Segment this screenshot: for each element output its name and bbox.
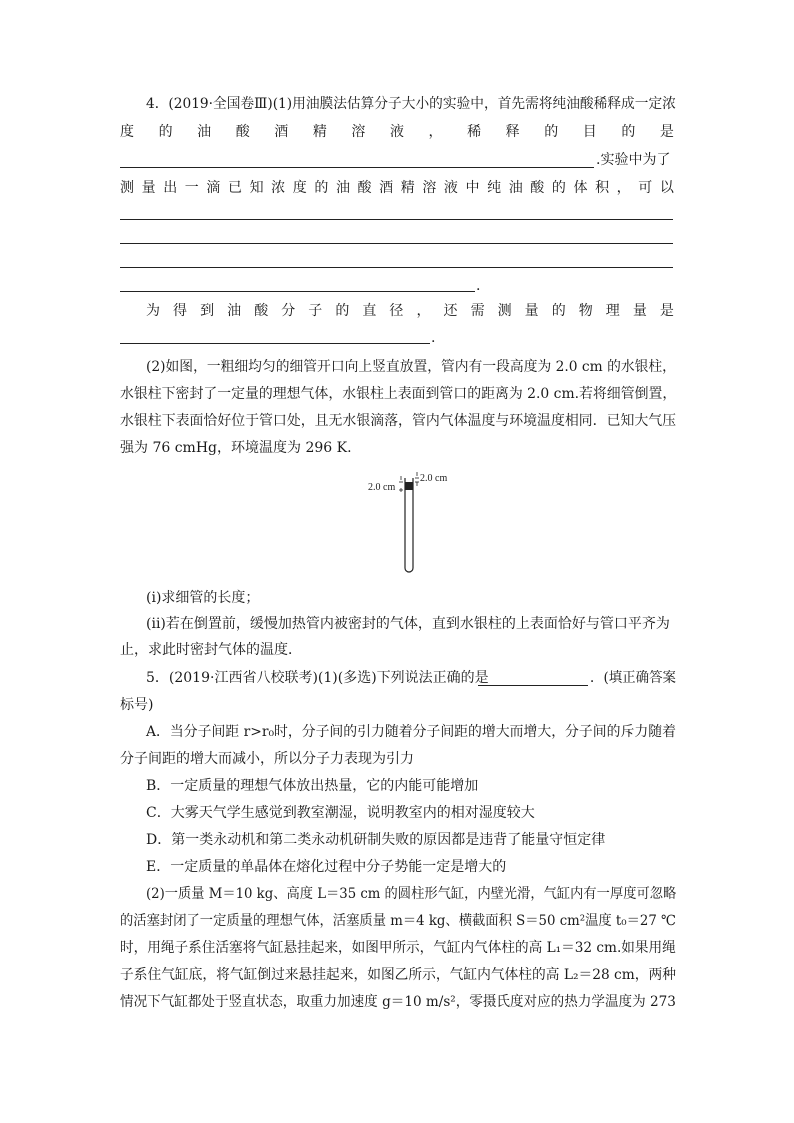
justified-char: 量 [524, 303, 539, 319]
q4-part2-line2: 水银柱下密封了一定量的理想气体，水银柱上表面到管口的距离为 2.0 cm.若将细管倒置， [120, 386, 677, 402]
justified-char: 已 [227, 180, 242, 196]
justified-char: 液 [389, 124, 404, 140]
justified-char: 酸 [357, 180, 372, 196]
justified-char: 物 [578, 303, 593, 319]
justified-char: ， [616, 180, 631, 196]
justified-char: 的 [314, 180, 329, 196]
q4-sub2-line1: (ⅱ)若在倒置前，缓慢加热管内被密封的气体，直到水银柱的上表面恰好与管口平齐为 [146, 616, 670, 632]
figure-label-left: 2.0 cm [368, 482, 396, 493]
justified-char: 酒 [274, 124, 289, 140]
justified-char: 油 [197, 124, 212, 140]
justified-char: 是 [659, 303, 674, 319]
justified-char: 酸 [530, 180, 545, 196]
justified-char: ， [416, 303, 431, 319]
justified-char: 液 [443, 180, 458, 196]
answer-blank-2c[interactable] [120, 267, 673, 268]
q5-option-b: B．一定质量的理想气体放出热量，它的内能可能增加 [146, 778, 479, 794]
justified-char: 中 [465, 180, 480, 196]
q5-head-a: 5．(2019·江西省八校联考)(1)(多选)下列说法正确的是 [146, 670, 489, 686]
justified-char: 为 [146, 303, 160, 319]
answer-blank-2a[interactable] [120, 219, 673, 220]
justified-char: 量 [632, 303, 647, 319]
justified-char: 需 [470, 303, 485, 319]
q4-sub2-line2: 止，求此时密封气体的温度． [120, 642, 302, 658]
justified-char: 溶 [351, 124, 366, 140]
q5-part2-line4: 子系住气缸底，将气缸倒过来悬挂起来，如图乙所示，气缸内气体柱的高 L₂＝28 cm，两种 [120, 967, 676, 983]
justified-char: 以 [659, 180, 674, 196]
justified-char: 的 [158, 124, 173, 140]
justified-char: 的 [551, 180, 566, 196]
q5-option-e: E．一定质量的单晶体在熔化过程中分子势能一定是增大的 [146, 859, 507, 875]
justified-char: 酸 [235, 124, 250, 140]
answer-blank-2d[interactable] [120, 291, 475, 292]
q5-option-a-line2: 分子间距的增大而减小，所以分子力表现为引力 [120, 751, 414, 767]
justified-char: 油 [508, 180, 523, 196]
justified-char: 度 [292, 180, 307, 196]
justified-char: 可 [638, 180, 653, 196]
justified-char: ， [428, 124, 443, 140]
q4-line4 [120, 178, 674, 198]
q5-option-c: C．大雾天气学生感觉到教室潮湿，说明教室内的相对湿度较大 [146, 805, 535, 821]
justified-char: 油 [227, 303, 242, 319]
q5-head-b: ．(填正确答案 [590, 670, 676, 686]
q4-line1: 4．(2019·全国卷Ⅲ)(1)用油膜法估算分子大小的实验中，首先需将纯油酸稀释成一定浓 [146, 96, 676, 112]
q4-line2 [120, 122, 674, 142]
justified-char: 到 [200, 303, 215, 319]
justified-char: 的 [544, 124, 559, 140]
answer-blank-3[interactable] [120, 343, 430, 344]
justified-char: 纯 [487, 180, 502, 196]
justified-char: 理 [605, 303, 620, 319]
justified-char: 的 [335, 303, 350, 319]
justified-char: 测 [497, 303, 512, 319]
justified-char: 稀 [467, 124, 482, 140]
justified-char: 油 [335, 180, 350, 196]
justified-char: 释 [505, 124, 520, 140]
justified-char: 子 [308, 303, 323, 319]
q5-part2-line5: 情况下气缸都处于竖直状态，取重力加速度 g＝10 m/s²，零摄氏度对应的热力学温度为 273 [120, 994, 676, 1010]
justified-char: 滴 [206, 180, 221, 196]
q4-line10-tail: . [431, 330, 436, 346]
justified-char: 目 [582, 124, 597, 140]
justified-char: 分 [281, 303, 296, 319]
q5-part2-line3: 时，用绳子系住活塞将气缸悬挂起来，如图甲所示，气缸内气体柱的高 L₁＝32 cm.如果用绳 [120, 940, 676, 956]
q4-line3-tail: .实验中为了 [596, 152, 671, 168]
justified-char: 浓 [271, 180, 286, 196]
justified-char: 一 [184, 180, 199, 196]
justified-char: 溶 [422, 180, 437, 196]
q4-line9 [146, 301, 674, 321]
q4-part2-line4: 强为 76 cmHg，环境温度为 296 K. [120, 440, 352, 456]
tube-figure [360, 464, 460, 578]
q4-sub1: (ⅰ)求细管的长度； [146, 590, 260, 606]
answer-blank-q5[interactable] [478, 685, 588, 686]
justified-char: 的 [621, 124, 636, 140]
justified-char: 出 [163, 180, 178, 196]
justified-char: 测 [120, 180, 134, 196]
answer-blank-1[interactable] [120, 167, 594, 168]
justified-char: 是 [659, 124, 674, 140]
justified-char: 量 [141, 180, 156, 196]
q5-head-c: 标号) [120, 697, 154, 713]
q5-part2-line2: 的活塞封闭了一定质量的理想气体，活塞质量 m＝4 kg、横截面积 S＝50 cm²温度 t₀＝27 ℃ [120, 913, 676, 929]
justified-char: 精 [400, 180, 415, 196]
justified-char: 直 [362, 303, 377, 319]
answer-blank-2b[interactable] [120, 243, 673, 244]
justified-char: 酒 [379, 180, 394, 196]
justified-char: 度 [120, 124, 134, 140]
q4-part2-line3: 水银柱下表面恰好位于管口处，且无水银滴落，管内气体温度与环境温度相同．已知大气压 [120, 413, 677, 429]
figure-label-right: 2.0 cm [420, 473, 448, 484]
justified-char: 体 [573, 180, 588, 196]
q5-option-d: D．第一类永动机和第二类永动机研制失败的原因都是违背了能量守恒定律 [146, 832, 606, 848]
q4-part2-line1: (2)如图，一粗细均匀的细管开口向上竖直放置，管内有一段高度为 2.0 cm 的水银柱， [146, 359, 676, 375]
justified-char: 酸 [254, 303, 269, 319]
justified-char: 还 [443, 303, 458, 319]
q4-line8-tail: . [476, 278, 481, 294]
justified-char: 知 [249, 180, 264, 196]
justified-char: 积 [595, 180, 610, 196]
q5-option-a-line1: A．当分子间距 r>r₀时，分子间的引力随着分子间距的增大而增大，分子间的斥力随着 [146, 724, 676, 740]
justified-char: 的 [551, 303, 566, 319]
q5-part2-line1: (2)一质量 M＝10 kg、高度 L＝35 cm 的圆柱形气缸，内壁光滑，气缸内有一厚度可忽略 [146, 886, 677, 902]
justified-char: 精 [312, 124, 327, 140]
justified-char: 得 [173, 303, 188, 319]
justified-char: 径 [389, 303, 404, 319]
